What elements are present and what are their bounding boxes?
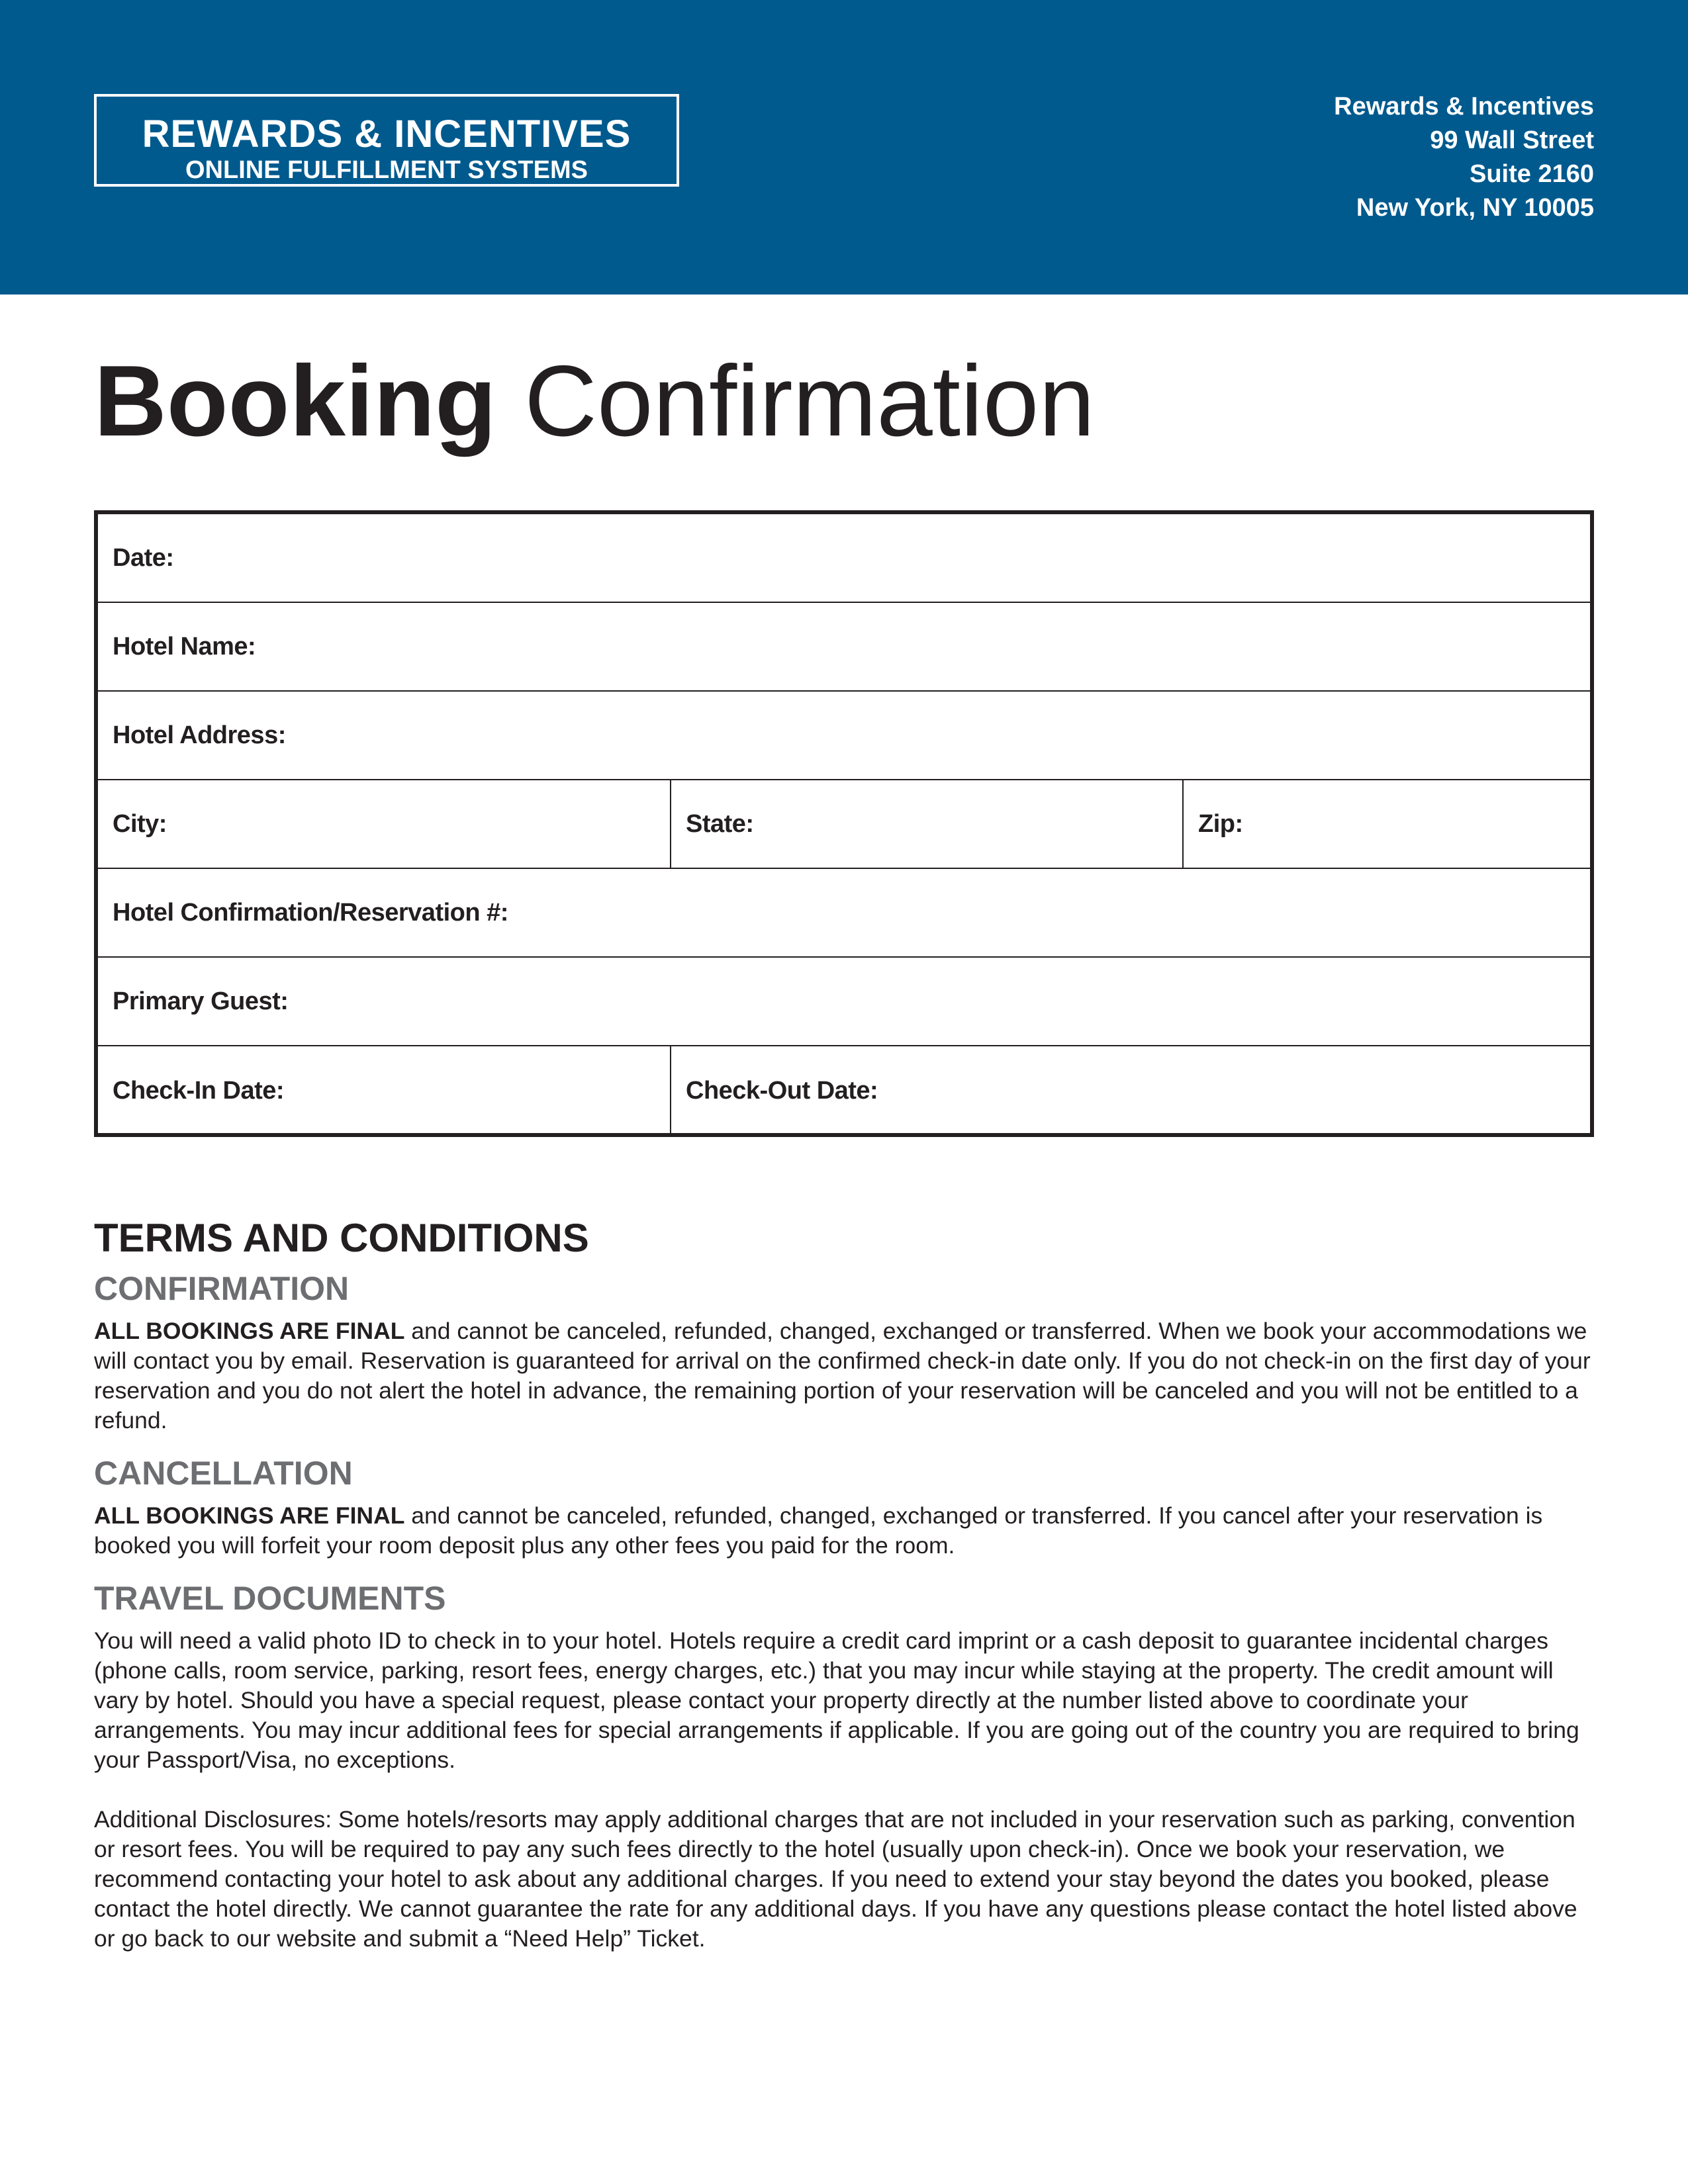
check-out-date-field[interactable] bbox=[670, 1046, 1590, 1135]
form-row-primary-guest bbox=[98, 958, 1590, 1046]
cancellation-paragraph bbox=[94, 1501, 1597, 1561]
travel-documents-heading: TRAVEL DOCUMENTS bbox=[94, 1580, 446, 1617]
primary-guest-label: Primary Guest: bbox=[113, 987, 289, 1015]
date-field[interactable] bbox=[98, 514, 1590, 602]
address-street: 99 Wall Street bbox=[1430, 126, 1594, 154]
travel-documents-body: You will need a valid photo ID to check in to your hotel. Hotels require a credit card imprint or a cash deposit to guarantee incidental charges (phone calls, room service, parking, resort fees, energy charges, etc.) that you may incur while staying at the property. The credit amount will vary by hotel. Should you have a special request, please contact your property directly at the number listed above to coordinate your arrangements. You may incur additional fees for special arrangements if applicable. If you are going out of the country you are required to bring your Passport/Visa, no exceptions. bbox=[94, 1627, 1579, 1773]
cancellation-lead: ALL BOOKINGS ARE FINAL bbox=[94, 1502, 405, 1529]
check-out-date-label: Check-Out Date: bbox=[686, 1076, 878, 1105]
additional-disclosures: Additional Disclosures: Some hotels/resorts may apply additional charges that are not included in your reservation such as parking, convention or resort fees. You will be required to pay any such fees directly to the hotel (usually upon check-in). Once we book your reservation, we recommend contacting your hotel to ask about any additional charges. If you need to extend your stay beyond the dates you booked, please contact the hotel directly. We cannot guarantee the rate for any additional days. If you have any questions please contact the hotel listed above or go back to our website and submit a “Need Help” Ticket. bbox=[94, 1806, 1577, 1952]
confirmation-number-label: Hotel Confirmation/Reservation #: bbox=[113, 898, 508, 927]
address-city: New York, NY 10005 bbox=[1356, 194, 1594, 222]
hotel-address-field[interactable] bbox=[98, 692, 1590, 779]
booking-form bbox=[94, 510, 1594, 1137]
cancellation-heading: CANCELLATION bbox=[94, 1455, 353, 1492]
form-row-hotel-name bbox=[98, 603, 1590, 692]
form-row-confirmation bbox=[98, 869, 1590, 958]
address-suite: Suite 2160 bbox=[1470, 160, 1594, 188]
hotel-name-field[interactable] bbox=[98, 603, 1590, 690]
form-row-date bbox=[98, 514, 1590, 603]
hotel-name-label: Hotel Name: bbox=[113, 632, 256, 660]
cancellation-body: and cannot be canceled, refunded, changed, exchanged or transferred. If you cancel after your reservation is booked you will forfeit your room deposit plus any other fees you paid for the room. bbox=[94, 1502, 1543, 1559]
title-light: Confirmation bbox=[524, 345, 1095, 457]
city-field[interactable] bbox=[98, 780, 670, 868]
company-logo bbox=[94, 94, 679, 187]
zip-field[interactable] bbox=[1182, 780, 1590, 868]
logo-title: REWARDS & INCENTIVES bbox=[142, 113, 632, 156]
page-title bbox=[94, 345, 1095, 457]
address-company: Rewards & Incentives bbox=[1334, 93, 1594, 120]
state-label: State: bbox=[686, 809, 754, 838]
primary-guest-field[interactable] bbox=[98, 958, 1590, 1045]
terms-section bbox=[94, 1216, 1597, 1954]
city-label: City: bbox=[113, 809, 167, 838]
zip-label: Zip: bbox=[1198, 809, 1243, 838]
hotel-address-label: Hotel Address: bbox=[113, 721, 286, 749]
logo-subtitle-wrap bbox=[91, 156, 682, 196]
confirmation-paragraph bbox=[94, 1316, 1597, 1435]
check-in-date-field[interactable] bbox=[98, 1046, 670, 1135]
confirmation-body: and cannot be canceled, refunded, changed, exchanged or transferred. When we book your accommodations we will contact you by email. Reservation is guaranteed for arrival on the confirmed check-in date only. If you do not check-in on the first day of your reservation and you do not alert the hotel in advance, the remaining portion of your reservation will be canceled and you will not be entitled to a refund. bbox=[94, 1318, 1591, 1433]
form-row-hotel-address bbox=[98, 692, 1590, 780]
form-row-dates bbox=[98, 1046, 1590, 1135]
confirmation-heading: CONFIRMATION bbox=[94, 1270, 350, 1307]
confirmation-lead: ALL BOOKINGS ARE FINAL bbox=[94, 1318, 405, 1344]
state-field[interactable] bbox=[670, 780, 1182, 868]
confirmation-number-field[interactable] bbox=[98, 869, 1590, 956]
header-banner bbox=[0, 0, 1688, 295]
terms-heading: TERMS AND CONDITIONS bbox=[94, 1216, 589, 1260]
date-label: Date: bbox=[113, 543, 174, 572]
company-address bbox=[1334, 90, 1594, 225]
title-bold: Booking bbox=[94, 345, 496, 457]
logo-subtitle: ONLINE FULFILLMENT SYSTEMS bbox=[176, 156, 597, 184]
check-in-date-label: Check-In Date: bbox=[113, 1076, 285, 1105]
form-row-location bbox=[98, 780, 1590, 869]
